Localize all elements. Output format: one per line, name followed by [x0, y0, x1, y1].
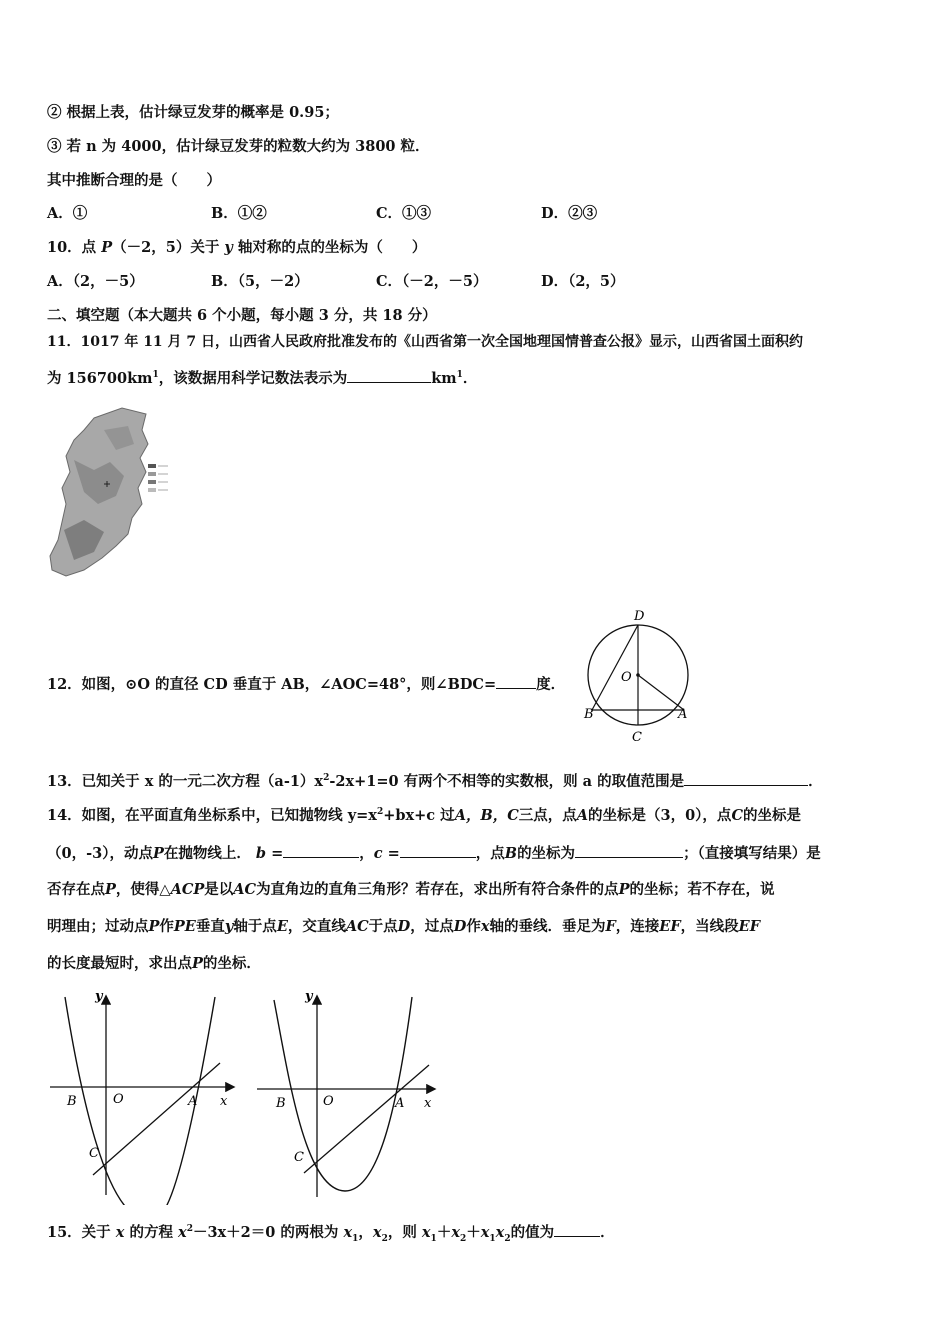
y-label: y [305, 989, 313, 1004]
q12-circle-figure [578, 602, 703, 747]
q14-line-2: （0，-3），动点P在抛物线上． b = ，c = ，点B的坐标为 ；（直接填写结果）是 [47, 845, 821, 862]
x-label: x [220, 1094, 228, 1109]
section-title-fill-in: 二、填空题（本大题共 6 个小题，每小题 3 分，共 18 分） [47, 307, 437, 324]
q9-statement-3: ③ 若 n 为 4000，估计绿豆发芽的粒数大约为 3800 粒． [47, 138, 430, 155]
segment-db [592, 625, 638, 710]
y-label: y [95, 989, 103, 1004]
q14-graph-1 [45, 985, 245, 1205]
q10-option-b[interactable]: B．（5，－2） [211, 273, 309, 290]
q14-line-4: 明理由；过动点P作PE垂直y轴于点E，交直线AC于点D，过点D作x轴的垂线．垂足为F，连接EF，当线段EF [47, 918, 760, 935]
q12-stem: 12．如图，⊙O 的直径 CD 垂直于 AB，∠AOC=48°，则∠BDC= 度． [47, 676, 566, 693]
q10-option-d[interactable]: D．（2，5） [541, 273, 625, 290]
label-c: C [294, 1150, 304, 1165]
segment-oa [638, 675, 684, 710]
q9-option-c[interactable]: C．①③ [376, 205, 432, 222]
label-d: D [634, 609, 645, 624]
label-c: C [632, 730, 642, 745]
label-a: A [188, 1094, 198, 1109]
q11-line-1: 11．1017 年 11 月 7 日，山西省人民政府批准发布的《山西省第一次全国地理国情普查公报》显示，山西省国土面积约 [47, 334, 804, 350]
q13-stem: 13．已知关于 x 的一元二次方程$(a-1)x^2-2x+1=0$ 有两个不相等的实数根，则 a 的取值范围是 ． [47, 773, 823, 790]
q9-statement-2: ② 根据上表，估计绿豆发芽的概率是 0.95； [47, 104, 339, 121]
q12-answer-blank[interactable] [496, 674, 536, 689]
q14-graph-2 [252, 985, 452, 1205]
line-ac [93, 1063, 220, 1175]
q9-option-a[interactable]: A．① [47, 205, 88, 222]
label-b: B [67, 1094, 77, 1109]
shanxi-map-image [44, 400, 174, 580]
label-o: O [323, 1094, 334, 1109]
q10-option-a[interactable]: A．（2，－5） [47, 273, 144, 290]
q9-question: 其中推断合理的是（ ） [47, 172, 221, 189]
label-a: A [678, 707, 688, 722]
q15-answer-blank[interactable] [554, 1222, 600, 1237]
center-point [636, 673, 640, 677]
q14-b-blank[interactable] [283, 843, 359, 858]
q13-answer-blank[interactable] [684, 771, 808, 786]
q14-line-5: 的长度最短时，求出点P的坐标． [47, 955, 261, 972]
q9-option-d[interactable]: D．②③ [541, 205, 598, 222]
q14-c-blank[interactable] [400, 843, 476, 858]
q15-stem: 15．关于 x 的方程 $x^2-3x+2=0$ 的两根为 $x_1$，$x_2$，则 $x_1+x_2+x_1x_2$的值为 ． [47, 1224, 615, 1244]
q14-point-b-blank[interactable] [575, 843, 683, 858]
line-ac [304, 1065, 429, 1173]
q10-stem: 10．点 P（－2，5）关于 y 轴对称的点的坐标为（ ） [47, 239, 427, 256]
q11-answer-blank[interactable] [347, 368, 431, 383]
q14-line-3: 否存在点P，使得△ACP是以AC为直角边的直角三角形？若存在，求出所有符合条件的点P的坐标；若不存在，说 [47, 881, 775, 898]
label-c: C [89, 1146, 99, 1161]
label-b: B [276, 1096, 286, 1111]
q14-line-1: 14．如图，在平面直角坐标系中，已知抛物线 $y=x^2+bx+c$ 过A，B，C三点，点A的坐标是（3，0），点C的坐标是 [47, 807, 801, 824]
x-label: x [424, 1096, 432, 1111]
q9-option-b[interactable]: B．①② [211, 205, 267, 222]
label-a: A [395, 1096, 405, 1111]
q10-option-c[interactable]: C．（－2，－5） [376, 273, 488, 290]
q11-line-2: 为 $156700km^1$，该数据用科学记数法表示为 $km^1$． [47, 370, 478, 387]
label-o: O [113, 1092, 124, 1107]
label-o: O [621, 670, 632, 685]
label-b: B [584, 707, 594, 722]
